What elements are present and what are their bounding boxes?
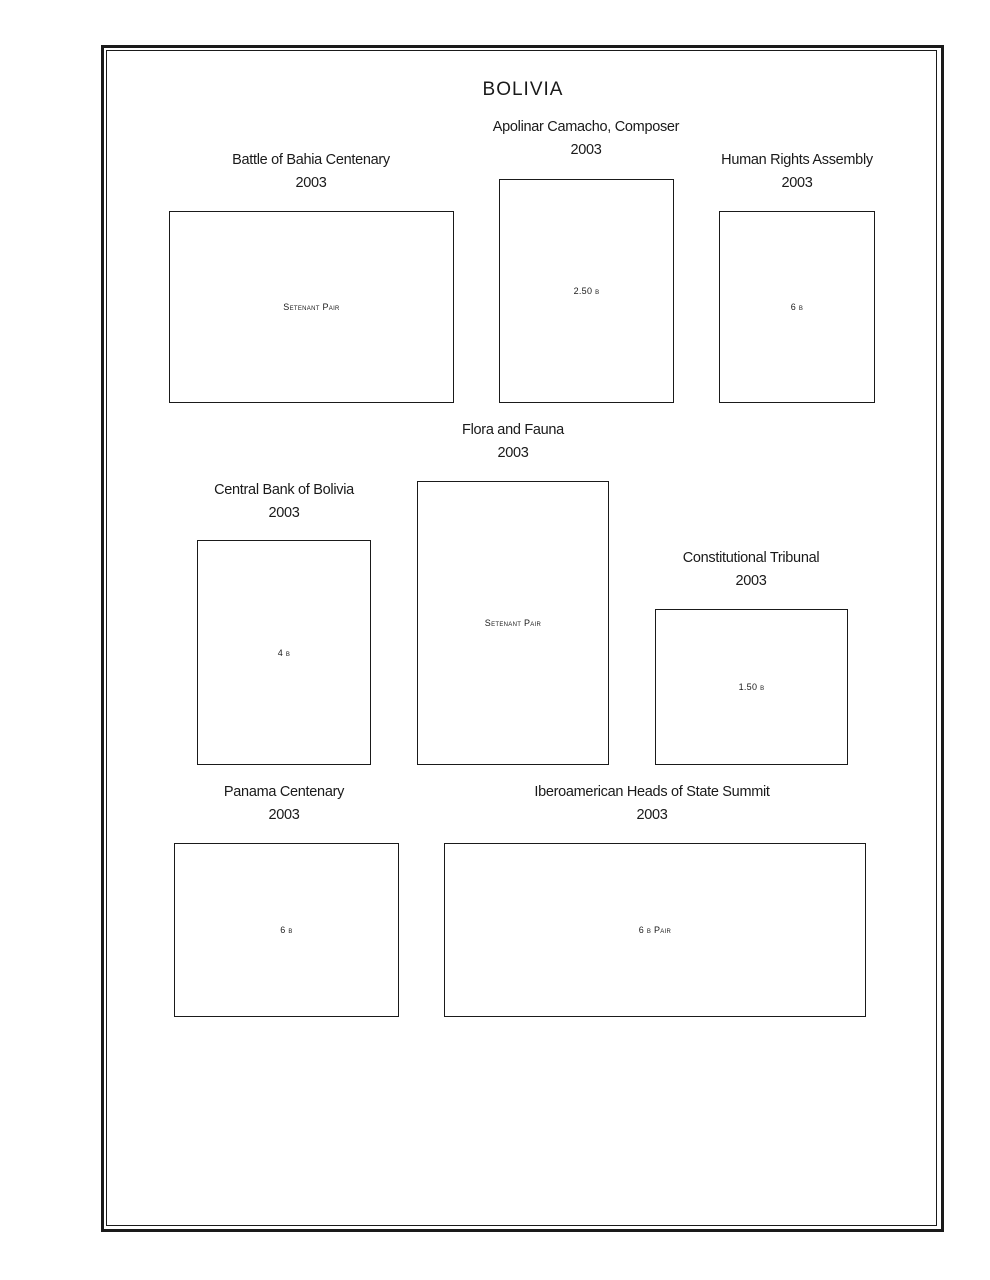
page-title: BOLIVIA: [482, 79, 564, 100]
issue-caption-iberoamerican-summit: [502, 781, 802, 827]
issue-name: Iberoamerican Heads of State Summit: [534, 784, 770, 800]
stamp-mount-human-rights-assembly: [719, 211, 875, 403]
issue-caption-constitutional-tribunal: [641, 547, 861, 593]
issue-caption-apolinar-camacho: [456, 116, 716, 162]
mount-label: 6 b: [790, 302, 804, 312]
mount-label: 2.50 b: [573, 286, 600, 296]
issue-year: 2003: [295, 175, 327, 191]
mount-label: Setenant Pair: [484, 618, 542, 628]
stamp-mount-central-bank: [197, 540, 371, 765]
issue-caption-battle-of-bahia: [181, 149, 441, 195]
issue-name: Central Bank of Bolivia: [214, 482, 354, 498]
issue-year: 2003: [636, 807, 668, 823]
mount-label: 6 b: [280, 925, 293, 935]
issue-name: Apolinar Camacho, Composer: [492, 119, 680, 135]
issue-name: Panama Centenary: [223, 784, 345, 800]
issue-year: 2003: [781, 175, 813, 191]
issue-caption-flora-and-fauna: [413, 419, 613, 465]
issue-caption-central-bank: [174, 479, 394, 525]
stamp-mount-flora-and-fauna: [417, 481, 609, 765]
issue-name: Battle of Bahia Centenary: [232, 152, 390, 168]
issue-name: Flora and Fauna: [462, 422, 564, 438]
stamp-mount-constitutional-tribunal: [655, 609, 848, 765]
mount-label: 4 b: [277, 647, 291, 658]
issue-name: Human Rights Assembly: [721, 152, 873, 168]
mount-label: 1.50 b: [738, 682, 765, 692]
issue-caption-panama-centenary: [184, 781, 384, 827]
issue-year: 2003: [268, 505, 300, 521]
mount-label: 6 b Pair: [638, 925, 672, 935]
issue-year: 2003: [268, 807, 300, 823]
stamp-mount-battle-of-bahia: [169, 211, 454, 403]
stamp-mount-apolinar-camacho: [499, 179, 674, 403]
mount-label: Setenant Pair: [283, 302, 340, 312]
stamp-mount-iberoamerican-summit: [444, 843, 866, 1017]
issue-year: 2003: [735, 573, 767, 589]
issue-year: 2003: [570, 142, 602, 158]
issue-year: 2003: [497, 445, 529, 461]
issue-name: Constitutional Tribunal: [682, 550, 820, 566]
issue-caption-human-rights-assembly: [687, 149, 907, 195]
stamp-mount-panama-centenary: [174, 843, 399, 1017]
